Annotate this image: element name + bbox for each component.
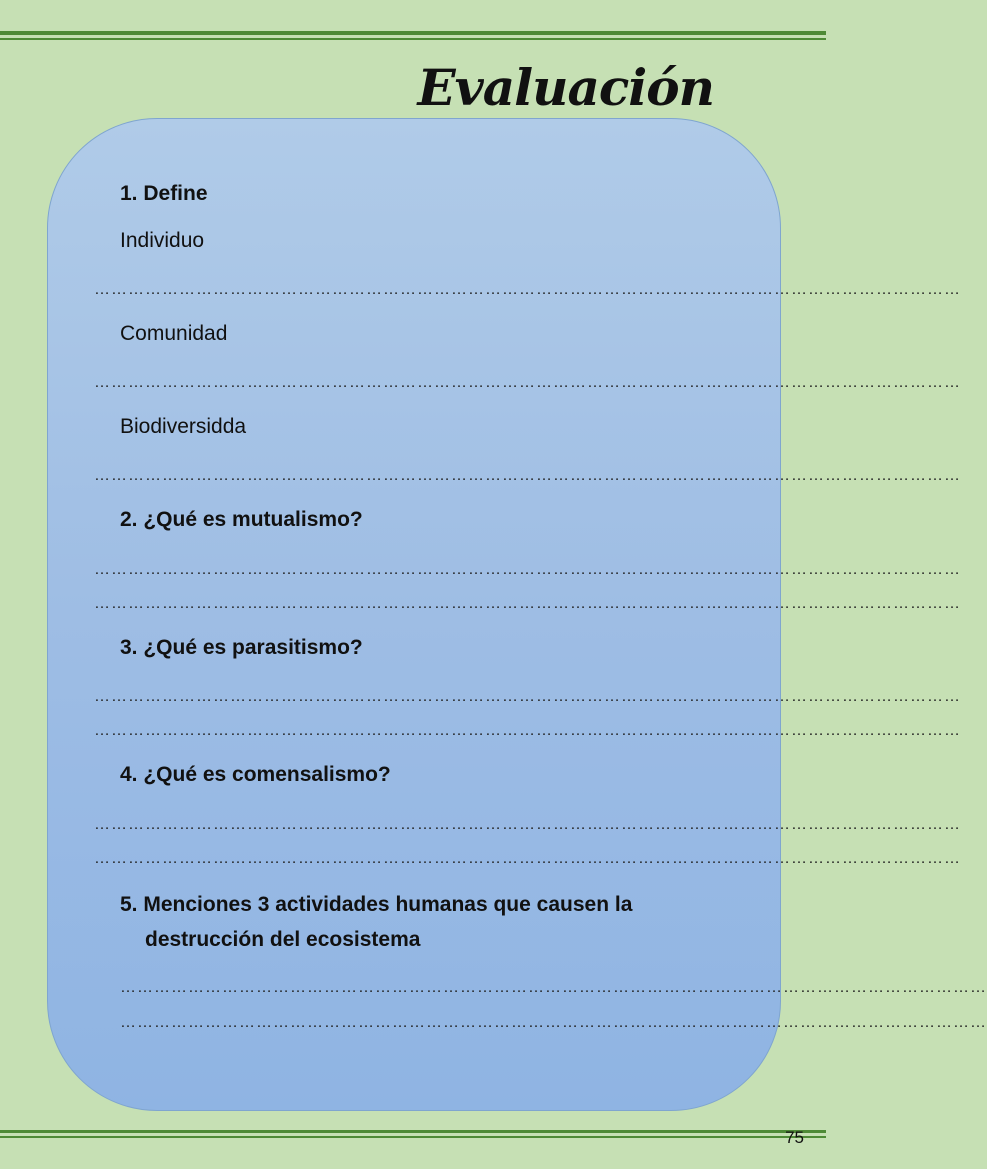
answer-line-q4-2[interactable]: ……………………………………………………………………………………………………………………………………… [94,850,961,867]
answer-line-q2-1[interactable]: ……………………………………………………………………………………………………………………………………… [94,561,961,578]
bottom-rule [0,1130,826,1133]
term-biodiversidad: Biodiversidda [120,415,247,438]
question-4-label: 4. ¿Qué es comensalismo? [120,763,391,786]
page-title: Evaluación [417,58,714,117]
answer-line-q5-2[interactable]: ……………………………………………………………………………………………………………………………………… [120,1014,987,1031]
question-5-label-line2: destrucción del ecosistema [145,928,421,951]
answer-line-q3-1[interactable]: ……………………………………………………………………………………………………………………………………… [94,688,961,705]
answer-line-q2-2[interactable]: ……………………………………………………………………………………………………………………………………… [94,595,961,612]
evaluation-panel [47,118,987,1111]
question-1-label: 1. Define [120,182,208,205]
question-5-label-line1: 5. Menciones 3 actividades humanas que causen la [120,893,633,916]
question-3-label: 3. ¿Qué es parasitismo? [120,636,363,659]
answer-line-q3-2[interactable]: ……………………………………………………………………………………………………………………………………… [94,722,961,739]
page-number: 75 [785,1128,804,1147]
bottom-rule-thin [0,1136,826,1138]
answer-line-q4-1[interactable]: ……………………………………………………………………………………………………………………………………… [94,816,961,833]
top-rule [0,31,826,35]
answer-line-comunidad[interactable]: ……………………………………………………………………………………………………………………………………… [94,374,961,391]
answer-line-individuo[interactable]: ……………………………………………………………………………………………………………………………………… [94,281,961,298]
answer-line-q5-1[interactable]: ……………………………………………………………………………………………………………………………………… [120,979,987,996]
top-rule-thin [0,38,826,40]
term-comunidad: Comunidad [120,322,228,345]
question-2-label: 2. ¿Qué es mutualismo? [120,508,363,531]
term-individuo: Individuo [120,229,205,252]
answer-line-biodiversidad[interactable]: ……………………………………………………………………………………………………………………………………… [94,467,961,484]
